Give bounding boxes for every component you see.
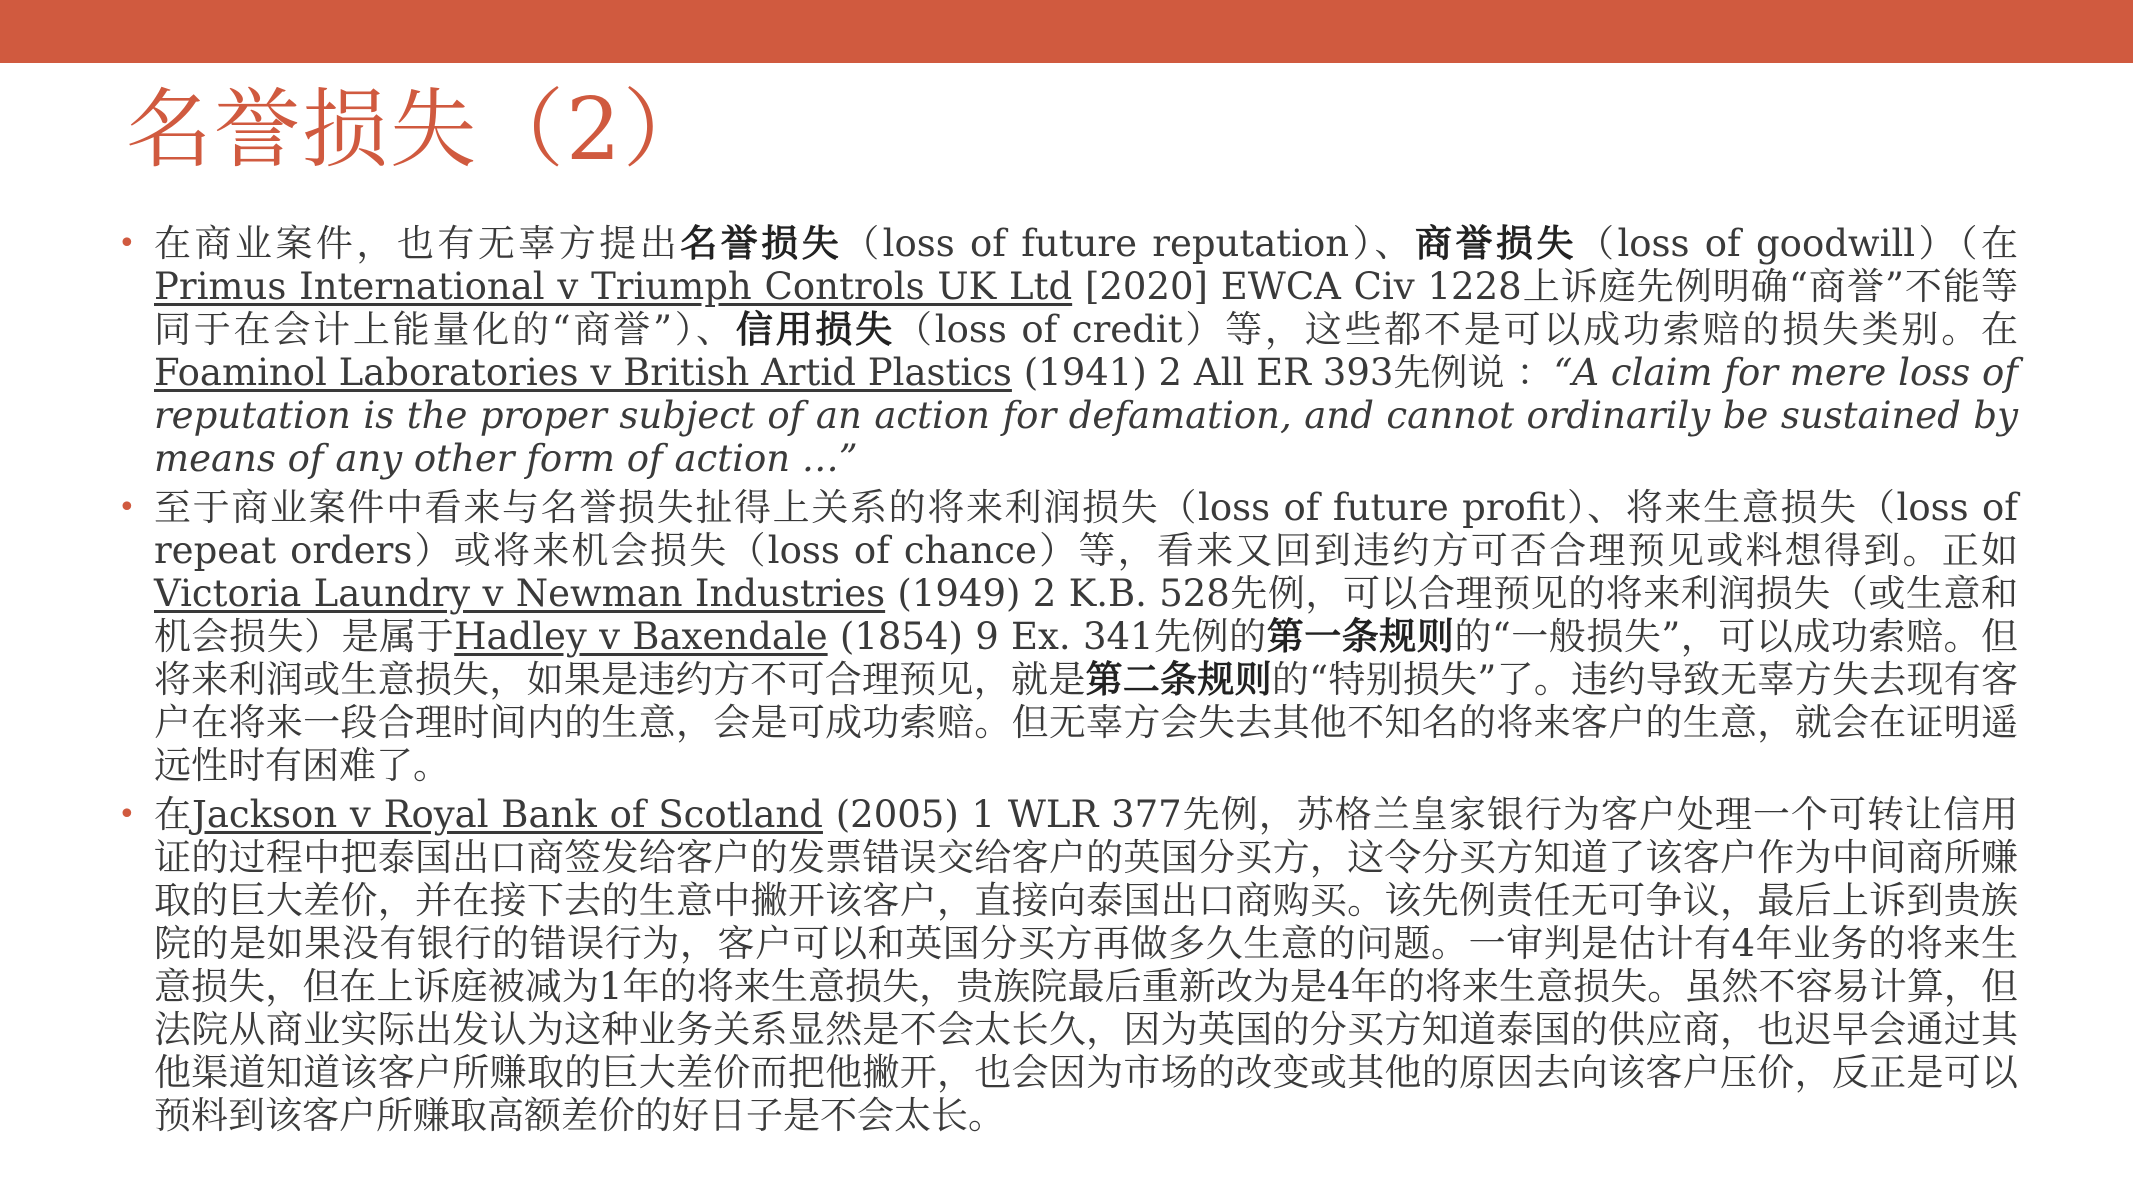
case-citation: Primus International v Triumph Controls UK Ltd bbox=[154, 265, 1073, 308]
header-accent-bar bbox=[0, 0, 2133, 63]
text-segment: (2005) 1 WLR 377先例，苏格兰皇家银行为客户处理一个可转让信用证的过程中把泰国出口商签发给客户的发票错误交给客户的英国分买方，这令分买方知道了该客户作为中间商所赚取的巨大差价，并在接下去的生意中撇开该客户，直接向泰国出口商购买。该先例责任无可争议，最后上诉到贵族院的是如果没有银行的错误行为，客户可以和英国分买方再做多久生意的问题。一审判是估计有4年业务的将来生意损失，但在上诉庭被减为1年的将来生意损失，贵族院最后重新改为是4年的将来生意损失。虽然不容易计算，但法院从商业实际出发认为这种业务关系显然是不会太长久，因为英国的分买方知道泰国的供应商，也迟早会通过其他渠道知道该客户所赚取的巨大差价而把他撇开，也会因为市场的改变或其他的原因去向该客户压价，反正是可以预料到该客户所赚取高额差价的好日子是不会太长。 bbox=[154, 793, 2019, 1137]
text-segment: 的“一般损失”，可以成功索赔。但将来利润或生意损失，如果是违约方不可合理预见，就是 bbox=[154, 615, 2018, 701]
bullet-item-3 bbox=[118, 793, 2018, 1137]
case-citation: Hadley v Baxendale bbox=[454, 615, 828, 658]
bullet-marker: • bbox=[118, 226, 136, 261]
bullet-marker: • bbox=[118, 490, 136, 525]
bullet-item-1 bbox=[118, 222, 2018, 480]
bullet-text bbox=[154, 486, 2018, 787]
emphasis-term: 第一条规则 bbox=[1266, 614, 1455, 658]
bullet-text bbox=[154, 793, 2018, 1137]
text-segment: （loss of goodwill）（在 bbox=[1576, 222, 2019, 265]
text-segment: 至于商业案件中看来与名誉损失扯得上关系的将来利润损失（loss of future profit）、将来生意损失（loss of repeat orders）或将来机会损失（loss of chance）等，看来又回到违约方可否合理预见或料想得到。正如 bbox=[154, 486, 2018, 572]
text-segment: 的“特别损失”了。违约导致无辜方失去现有客户在将来一段合理时间内的生意，会是可成功索赔。但无辜方会失去其他不知名的将来客户的生意，就会在证明遥远性时有困难了。 bbox=[154, 658, 2018, 787]
bullet-marker: • bbox=[118, 797, 136, 832]
bullet-item-2 bbox=[118, 486, 2018, 787]
case-citation: Jackson v Royal Bank of Scotland bbox=[192, 793, 823, 836]
text-segment: 在 bbox=[154, 793, 193, 836]
quote-text: “A claim for mere loss of reputation is the proper subject of an action for defamation, and cannot ordinarily be sustained by means of any other form of action …” bbox=[154, 351, 2018, 480]
case-citation: Victoria Laundry v Newman Industries bbox=[154, 572, 886, 615]
text-segment: (1949) 2 K.B. 528先例，可以合理预见的将来利润损失（或生意和机会损失）是属于 bbox=[154, 572, 2018, 658]
emphasis-term: 商誉损失 bbox=[1415, 221, 1577, 265]
bullet-list bbox=[118, 222, 2018, 1143]
text-segment: （loss of future reputation）、 bbox=[842, 222, 1416, 265]
emphasis-term: 名誉损失 bbox=[680, 221, 843, 265]
text-segment: (1941) 2 All ER 393先例说 ： bbox=[1011, 351, 1554, 394]
case-citation: Foaminol Laboratories v British Artid Plastics bbox=[154, 351, 1012, 394]
emphasis-term: 信用损失 bbox=[735, 307, 895, 351]
text-segment: [2020] EWCA Civ 1228上诉庭先例明确“商誉”不能等同于在会计上能量化的“商誉”）、 bbox=[154, 265, 2019, 351]
text-segment: (1854) 9 Ex. 341先例的 bbox=[827, 615, 1267, 658]
slide-title: 名誉损失（2） bbox=[126, 80, 711, 180]
text-segment: （loss of credit）等，这些都不是可以成功索赔的损失类别。在 bbox=[894, 308, 2018, 351]
text-segment: 在商业案件，也有无辜方提出 bbox=[154, 222, 681, 265]
emphasis-term: 第二条规则 bbox=[1085, 657, 1272, 701]
bullet-text bbox=[154, 222, 2018, 480]
